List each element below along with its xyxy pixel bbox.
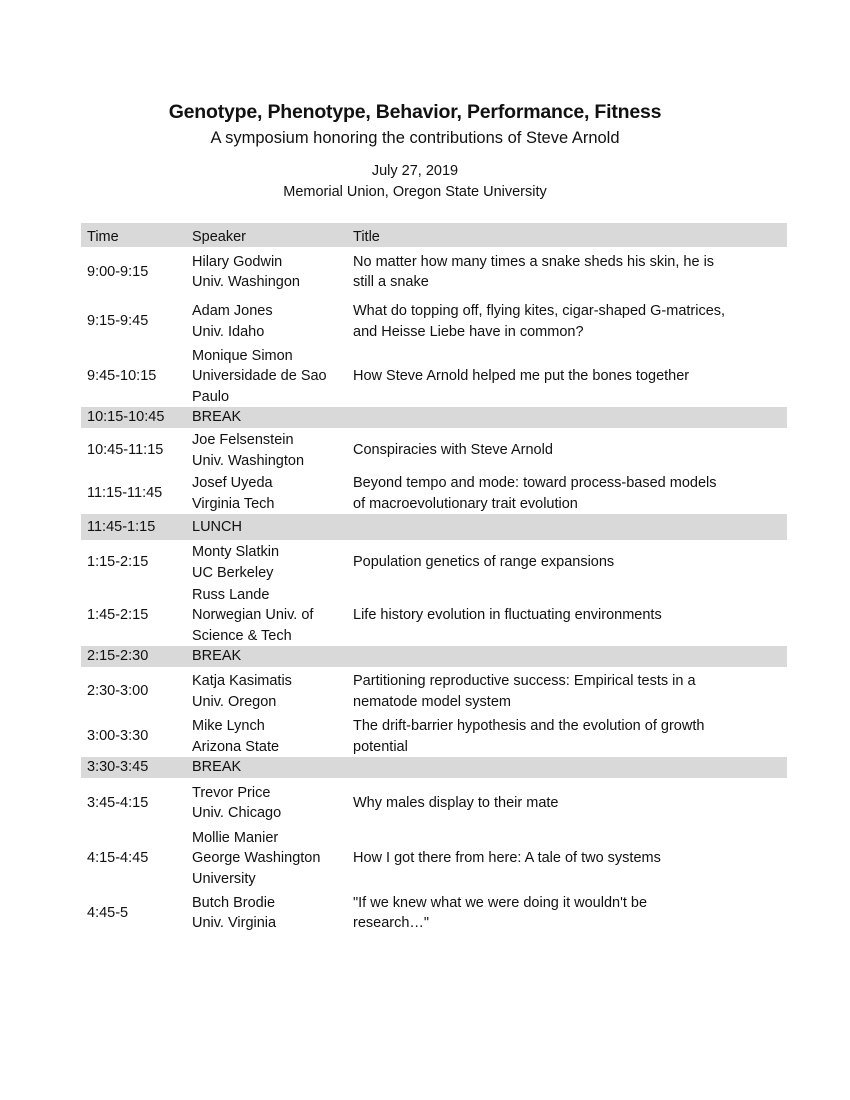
talk-title [353,473,787,514]
speaker-name: Adam Jones [192,303,273,319]
talk-title [353,252,787,293]
talk-title-line: Partitioning reproductive success: Empirical tests in a [353,673,696,689]
session-speaker [192,542,353,583]
schedule-row [81,716,787,757]
speaker-name: BREAK [192,648,242,665]
speaker-name: Joe Felsenstein [192,432,294,448]
session-time: 3:00-3:30 [87,728,149,745]
session-time: 3:45-4:15 [87,794,149,811]
session-speaker [192,893,353,934]
speaker-affiliation: George Washington [192,850,321,867]
schedule-row [81,828,787,889]
talk-title-line: How I got there from here: A tale of two systems [353,850,661,867]
session-time: 9:15-9:45 [87,313,149,330]
talk-title-line: Conspiracies with Steve Arnold [353,442,553,459]
talk-title [353,848,787,869]
speaker-name: Trevor Price [192,784,271,801]
speaker-name: LUNCH [192,518,242,535]
session-speaker [192,407,353,428]
talk-title-line: and Heisse Liebe have in common? [353,323,584,340]
session-time: 2:30-3:00 [87,683,149,700]
session-time: 11:45-1:15 [87,518,156,535]
talk-title [353,366,787,387]
schedule-row [81,778,787,828]
talk-title-line: still a snake [353,274,429,290]
speaker-affiliation: Science & Tech [192,627,292,644]
session-time: 3:30-3:45 [87,759,149,776]
speaker-name: BREAK [192,409,242,426]
talk-title-line: nematode model system [353,693,511,710]
session-speaker [192,783,353,824]
session-speaker [192,671,353,712]
speaker-name: Josef Uyeda [192,475,273,491]
column-header-title: Title [353,228,380,245]
talk-title-line: No matter how many times a snake sheds his skin, he is [353,253,715,270]
session-speaker [192,252,353,293]
schedule-break-row [81,514,787,540]
schedule-row [81,428,787,473]
symposium-subtitle: A symposium honoring the contributions of Steve Arnold [210,129,620,147]
schedule-break-row [81,407,787,428]
speaker-name: Monique Simon [192,347,293,364]
session-time: 11:15-11:45 [87,485,163,502]
session-time: 2:15-2:30 [87,648,149,665]
schedule-row [81,667,787,716]
column-header-time: Time [87,228,119,245]
speaker-name: Russ Lande [192,586,270,603]
schedule-row [81,540,787,585]
session-time: 10:15-10:45 [87,409,165,426]
speaker-affiliation: Paulo [192,388,230,405]
schedule-row [81,247,787,297]
talk-title [353,671,787,712]
schedule-rows [81,247,787,937]
speaker-name: BREAK [192,759,242,776]
schedule-break-row [81,757,787,778]
speaker-affiliation: Univ. Chicago [192,805,282,821]
schedule-row [81,473,787,514]
schedule-row [81,585,787,646]
talk-title [353,793,787,814]
talk-title-line: of macroevolutionary trait evolution [353,495,578,512]
session-speaker [192,430,353,471]
session-speaker [192,716,353,757]
talk-title [353,301,787,342]
speaker-name: Hilary Godwin [192,253,283,270]
speaker-affiliation: Univ. Idaho [192,323,265,340]
column-header-speaker: Speaker [192,228,247,245]
session-speaker [192,585,353,647]
session-speaker [192,828,353,890]
session-time: 10:45-11:15 [87,442,164,459]
event-date: July 27, 2019 [371,163,459,179]
speaker-affiliation: Arizona State [192,738,280,755]
talk-title-line: How Steve Arnold helped me put the bones together [353,368,690,385]
speaker-name: Mollie Manier [192,829,279,846]
session-speaker [192,346,353,408]
talk-title-line: Population genetics of range expansions [353,554,615,571]
schedule-row [81,889,787,937]
speaker-affiliation: Universidade de Sao [192,368,327,385]
session-time: 9:00-9:15 [87,263,149,280]
talk-title-line: research…" [353,915,430,931]
session-speaker [192,757,353,778]
speaker-affiliation: Univ. Virginia [192,915,277,931]
speaker-affiliation: Virginia Tech [192,495,275,512]
session-time: 4:15-4:45 [87,850,149,867]
session-speaker [192,646,353,667]
talk-title [353,716,787,757]
talk-title-line: Beyond tempo and mode: toward process-based models [353,475,717,491]
session-speaker [192,473,353,514]
speaker-name: Butch Brodie [192,894,276,911]
talk-title [353,893,787,934]
schedule-header-row [81,223,787,247]
speaker-affiliation: UC Berkeley [192,564,274,581]
session-time: 1:45-2:15 [87,607,149,624]
schedule-row [81,346,787,407]
speaker-affiliation: Univ. Washington [192,452,305,469]
talk-title [353,440,787,461]
speaker-name: Katja Kasimatis [192,673,292,689]
talk-title-line: potential [353,738,408,755]
talk-title-line: Why males display to their mate [353,794,559,811]
speaker-affiliation: Norwegian Univ. of [192,607,314,624]
speaker-name: Mike Lynch [192,718,265,734]
talk-title [353,605,787,626]
schedule-table [81,223,787,937]
talk-title-line: Life history evolution in fluctuating environments [353,607,662,624]
talk-title-line: "If we knew what we were doing it wouldn't be [353,894,648,911]
speaker-affiliation: Univ. Oregon [192,693,277,710]
session-speaker [192,517,353,538]
schedule-break-row [81,646,787,667]
symposium-title: Genotype, Phenotype, Behavior, Performance, Fitness [168,101,662,123]
event-venue: Memorial Union, Oregon State University [283,184,547,200]
speaker-affiliation: Univ. Washingon [192,274,300,290]
schedule-row [81,297,787,346]
talk-title-line: What do topping off, flying kites, cigar-shaped G-matrices, [353,303,726,319]
session-time: 1:15-2:15 [87,554,149,571]
speaker-affiliation: University [192,870,256,887]
session-time: 4:45-5 [87,904,129,921]
session-time: 9:45-10:15 [87,368,157,385]
session-speaker [192,301,353,342]
speaker-name: Monty Slatkin [192,544,280,560]
talk-title-line: The drift-barrier hypothesis and the evolution of growth [353,718,705,734]
talk-title [353,552,787,573]
